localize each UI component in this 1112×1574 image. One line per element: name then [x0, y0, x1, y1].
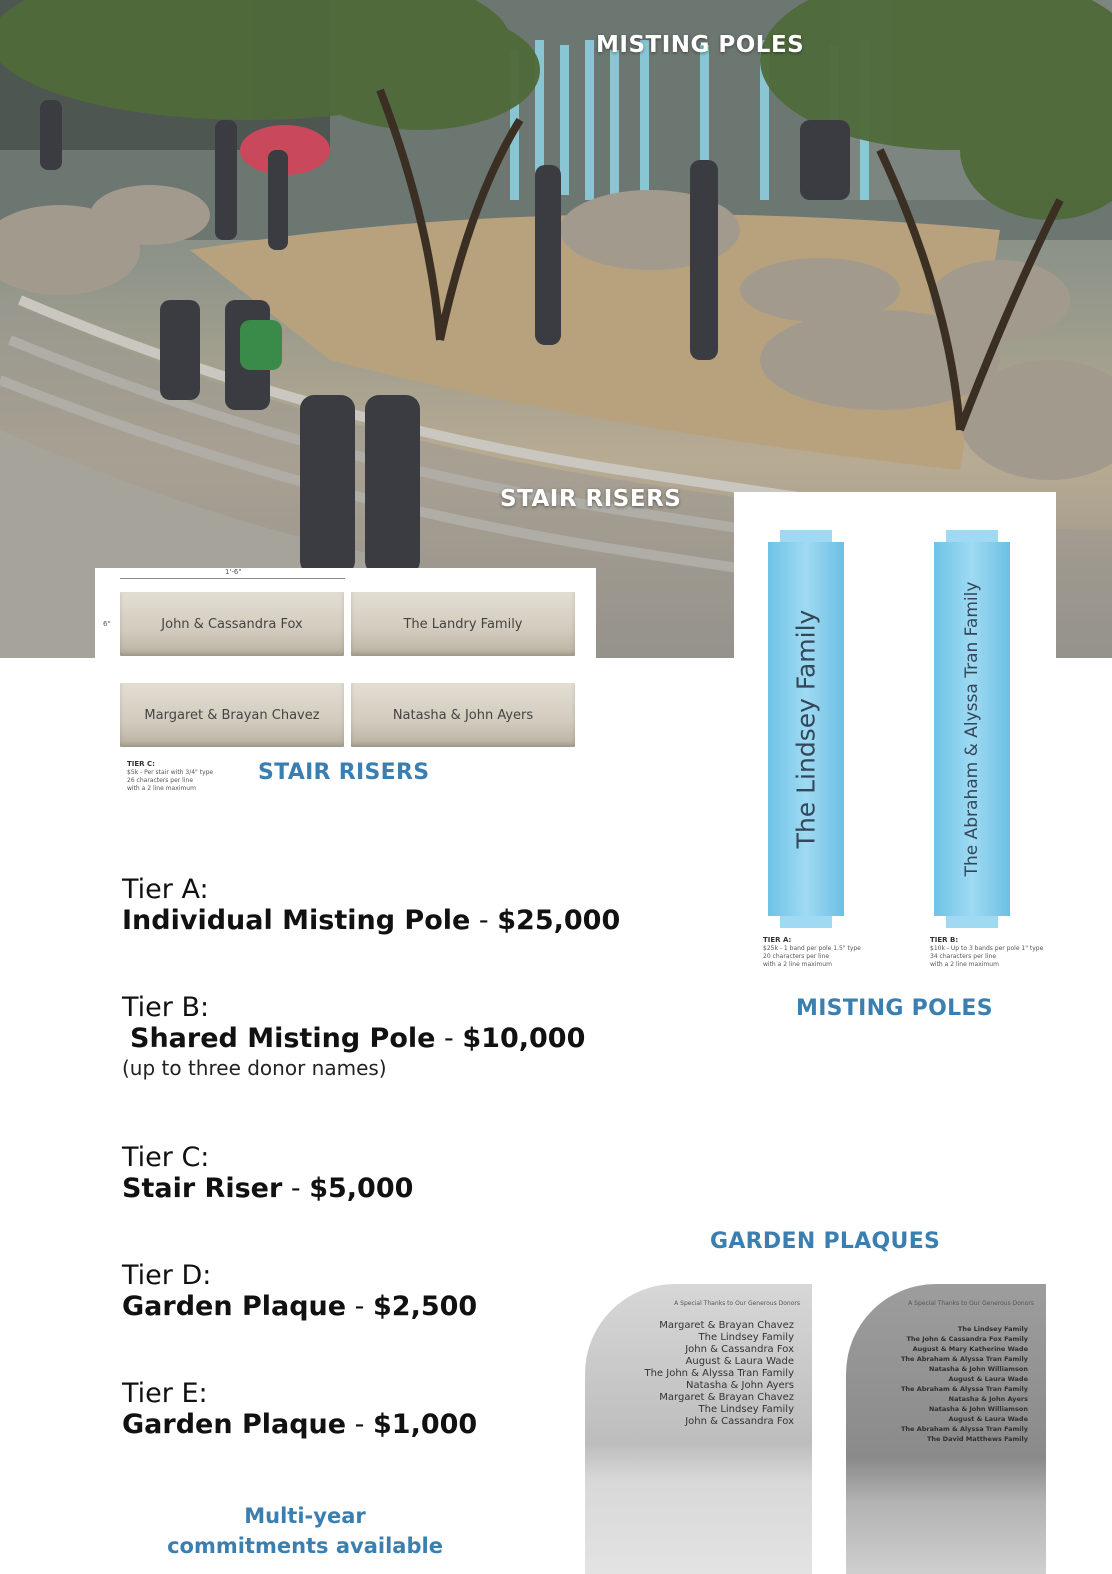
tier-d [122, 1260, 477, 1322]
tier-a-spec-line: with a 2 line maximum [763, 961, 832, 968]
misting-pole-a [768, 542, 844, 916]
riser-plaque-name: John & Cassandra Fox [161, 616, 303, 632]
tier-b-spec-line: 34 characters per line [930, 953, 997, 960]
tier-c-spec-title: TIER C: [127, 760, 155, 768]
list-item: John & Cassandra Fox [685, 1344, 794, 1355]
list-item: The Abraham & Alyssa Tran Family [901, 1425, 1028, 1433]
misting-poles-hero-label: MISTING POLES [596, 32, 805, 58]
tier-price: $1,000 [373, 1409, 478, 1440]
tier-price: $10,000 [462, 1023, 586, 1054]
tier-c-spec-note [127, 760, 237, 793]
riser-plaque-name: The Landry Family [403, 616, 523, 632]
riser-plaque [120, 683, 344, 747]
list-item: John & Cassandra Fox [685, 1416, 794, 1427]
tier-item-name: Garden Plaque [122, 1291, 347, 1322]
tier-label: Tier C: [122, 1142, 210, 1173]
dimension-width-label: 1'-6" [225, 568, 242, 576]
pole-a-donor-name: The Lindsey Family [791, 609, 821, 849]
garden-plaque-heading: A Special Thanks to Our Generous Donors [674, 1300, 800, 1307]
multi-year-line: commitments available [167, 1534, 443, 1558]
tier-e [122, 1378, 477, 1440]
garden-plaque-sample [585, 1284, 812, 1574]
tier-c [122, 1142, 413, 1204]
tier-item-name: Individual Misting Pole [122, 905, 471, 936]
riser-plaque [351, 592, 575, 656]
tier-a-spec-line: 20 characters per line [763, 953, 830, 960]
tier-b-spec-note [930, 936, 1056, 969]
tier-price: $25,000 [497, 905, 621, 936]
tier-c-spec-line: 26 characters per line [127, 777, 194, 784]
garden-plaque-sample [846, 1284, 1046, 1574]
tier-b-spec-line: with a 2 line maximum [930, 961, 999, 968]
tier-item-name: Shared Misting Pole [130, 1023, 436, 1054]
stair-risers-title: STAIR RISERS [258, 760, 430, 785]
tier-b [122, 992, 585, 1080]
list-item: The David Matthews Family [926, 1435, 1028, 1443]
list-item: Margaret & Brayan Chavez [659, 1320, 794, 1331]
garden-plaque-name-list [644, 1320, 794, 1428]
riser-plaque-name: Margaret & Brayan Chavez [144, 707, 320, 723]
list-item: Margaret & Brayan Chavez [659, 1392, 794, 1403]
misting-pole-b [934, 542, 1010, 916]
tier-a-spec-note [763, 936, 883, 969]
tier-title: Garden Plaque - $2,500 [122, 1291, 478, 1322]
dimension-height-label: 6" [103, 620, 111, 628]
tier-price: $5,000 [309, 1173, 414, 1204]
list-item: August & Laura Wade [948, 1375, 1028, 1383]
riser-plaque-name: Natasha & John Ayers [392, 707, 534, 723]
list-item: The Lindsey Family [957, 1325, 1028, 1333]
tier-b-spec-line: $10k - Up to 3 bands per pole 1" type [930, 945, 1044, 952]
list-item: Natasha & John Ayers [686, 1380, 794, 1391]
tier-label: Tier B: [122, 992, 210, 1023]
tier-label: Tier D: [122, 1260, 212, 1291]
tier-a-spec-line: $25k - 1 band per pole 1.5" type [763, 945, 861, 952]
pole-cap [946, 530, 998, 542]
garden-plaque-heading: A Special Thanks to Our Generous Donors [908, 1300, 1034, 1307]
multi-year-note [150, 1501, 460, 1561]
list-item: The John & Alyssa Tran Family [644, 1368, 794, 1379]
riser-plaque [351, 683, 575, 747]
tier-a [122, 874, 620, 936]
list-item: August & Laura Wade [685, 1356, 794, 1367]
tier-a-spec-title: TIER A: [763, 936, 792, 944]
tier-c-spec-line: with a 2 line maximum [127, 785, 196, 792]
pole-b-donor-name: The Abraham & Alyssa Tran Family [962, 581, 982, 877]
list-item: The Lindsey Family [698, 1332, 794, 1343]
tier-b-spec-title: TIER B: [930, 936, 959, 944]
misting-poles-title: MISTING POLES [796, 996, 993, 1021]
stair-risers-hero-label: STAIR RISERS [500, 486, 682, 512]
misting-pole-samples [734, 492, 1056, 984]
pole-cap [780, 916, 832, 928]
pole-cap [946, 916, 998, 928]
tier-item-name: Garden Plaque [122, 1409, 347, 1440]
tier-item-name: Stair Riser [122, 1173, 283, 1204]
tier-label: Tier A: [122, 874, 209, 905]
riser-plaque [120, 592, 344, 656]
tier-c-spec-line: $5k - Per stair with 3/4" type [127, 769, 214, 776]
garden-plaques-title: GARDEN PLAQUES [710, 1229, 941, 1254]
list-item: Natasha & John Williamson [928, 1365, 1028, 1373]
tier-label: Tier E: [122, 1378, 208, 1409]
garden-plaque-name-list [901, 1324, 1028, 1444]
list-item: The Abraham & Alyssa Tran Family [901, 1385, 1028, 1393]
list-item: Natasha & John Ayers [948, 1395, 1028, 1403]
tier-title: Stair Riser - $5,000 [122, 1173, 414, 1204]
tier-note: (up to three donor names) [122, 1056, 387, 1080]
tier-title: Shared Misting Pole - $10,000 [130, 1023, 586, 1054]
list-item: The Abraham & Alyssa Tran Family [901, 1355, 1028, 1363]
list-item: The John & Cassandra Fox Family [906, 1335, 1028, 1343]
pole-cap [780, 530, 832, 542]
tier-title: Garden Plaque - $1,000 [122, 1409, 478, 1440]
list-item: August & Mary Katherine Wade [912, 1345, 1028, 1353]
tier-price: $2,500 [373, 1291, 478, 1322]
list-item: Natasha & John Williamson [928, 1405, 1028, 1413]
list-item: The Lindsey Family [698, 1404, 794, 1415]
multi-year-line: Multi-year [244, 1504, 366, 1528]
dimension-line [120, 578, 345, 579]
tier-title: Individual Misting Pole - $25,000 [122, 905, 621, 936]
list-item: August & Laura Wade [948, 1415, 1028, 1423]
